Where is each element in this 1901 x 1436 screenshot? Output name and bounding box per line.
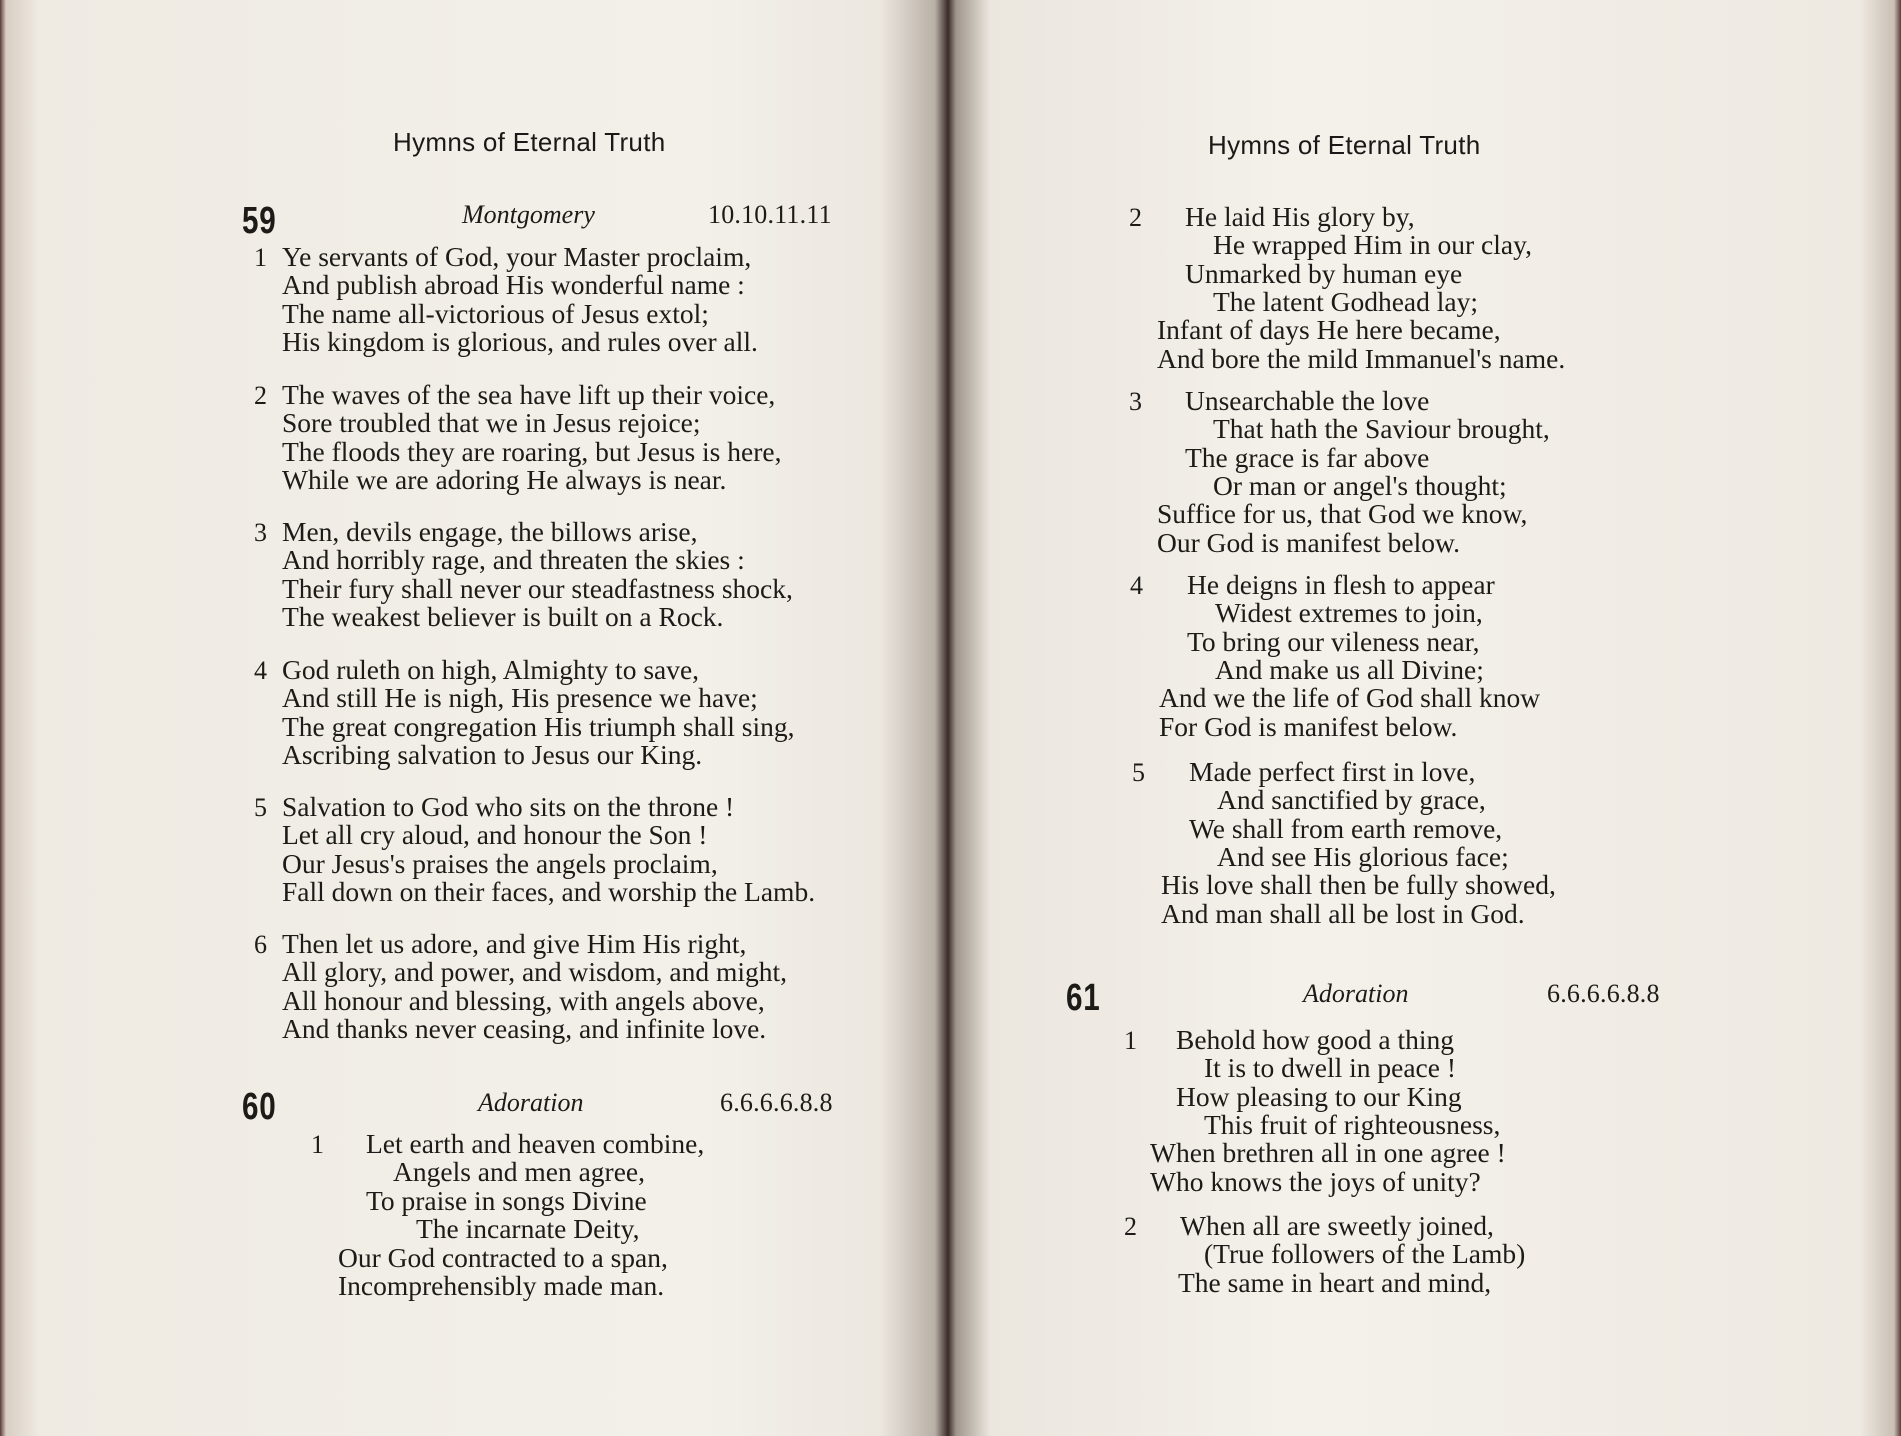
verse-number: 4 xyxy=(254,656,267,685)
verse-line: He laid His glory by, xyxy=(1185,201,1415,232)
verse-line: The name all-victorious of Jesus extol; xyxy=(282,297,709,329)
verse-line: It is to dwell in peace ! xyxy=(1204,1052,1456,1084)
verse-line: Fall down on their faces, and worship the Lamb. xyxy=(282,875,816,907)
verse-line: And still He is nigh, His presence we have; xyxy=(282,682,758,714)
hymn-number: 61 xyxy=(1066,977,1101,1019)
verse-number: 6 xyxy=(254,930,267,959)
verse-line: His love shall then be fully showed, xyxy=(1161,869,1556,901)
verse-line: Ascribing salvation to Jesus our King. xyxy=(282,738,703,770)
verse-line: Ye servants of God, your Master proclaim, xyxy=(282,241,752,272)
verse-line: Made perfect first in love, xyxy=(1189,756,1476,787)
verse-line: When all are sweetly joined, xyxy=(1180,1210,1494,1241)
verse-line: Or man or angel's thought; xyxy=(1213,469,1507,501)
verse-line: Salvation to God who sits on the throne ! xyxy=(282,791,735,822)
verse-line: The weakest believer is built on a Rock. xyxy=(282,600,724,632)
verse-line: To bring our vileness near, xyxy=(1187,625,1480,657)
verse-number: 1 xyxy=(254,243,267,272)
verse-line: Unsearchable the love xyxy=(1185,385,1430,416)
running-head: Hymns of Eternal Truth xyxy=(1208,130,1481,160)
verse-number: 4 xyxy=(1130,571,1143,600)
hymn-tune: Adoration xyxy=(1303,979,1409,1008)
verse-number: 3 xyxy=(1129,387,1142,416)
verse-line: To praise in songs Divine xyxy=(366,1184,647,1216)
verse-line: And make us all Divine; xyxy=(1215,653,1484,685)
verse-line: And thanks never ceasing, and infinite love. xyxy=(282,1012,767,1044)
verse-line: Our God is manifest below. xyxy=(1157,526,1460,558)
verse-line: For God is manifest below. xyxy=(1159,710,1458,742)
right-page xyxy=(956,0,1901,1436)
verse-line: Incomprehensibly made man. xyxy=(338,1270,665,1301)
verse-line: How pleasing to our King xyxy=(1176,1080,1462,1112)
verse-line: And we the life of God shall know xyxy=(1159,682,1541,714)
verse-line: While we are adoring He always is near. xyxy=(282,463,727,495)
verse-number: 3 xyxy=(254,518,267,547)
verse-line: He wrapped Him in our clay, xyxy=(1213,229,1532,261)
verse-line: The grace is far above xyxy=(1185,441,1430,473)
hymn-meter: 6.6.6.6.8.8 xyxy=(720,1088,833,1117)
verse-line: Who knows the joys of unity? xyxy=(1150,1165,1481,1197)
verse-number: 2 xyxy=(1124,1212,1137,1241)
hymn-number: 59 xyxy=(242,200,277,242)
verse-line: Sore troubled that we in Jesus rejoice; xyxy=(282,407,701,439)
hymn-number: 60 xyxy=(242,1086,277,1128)
verse-line: (True followers of the Lamb) xyxy=(1204,1238,1526,1270)
verse-line: That hath the Saviour brought, xyxy=(1213,413,1550,445)
verse-number: 1 xyxy=(1124,1026,1137,1055)
verse-line: When brethren all in one agree ! xyxy=(1150,1137,1506,1169)
verse-number: 1 xyxy=(311,1130,324,1159)
hymn-meter: 6.6.6.6.8.8 xyxy=(1547,979,1660,1008)
verse-line: And man shall all be lost in God. xyxy=(1161,897,1525,929)
verse-line: The waves of the sea have lift up their voice, xyxy=(282,379,776,410)
verse-line: And see His glorious face; xyxy=(1217,840,1509,872)
verse-line: Our God contracted to a span, xyxy=(338,1241,668,1273)
verse-line: And bore the mild Immanuel's name. xyxy=(1157,342,1566,374)
verse-line: Let all cry aloud, and honour the Son ! xyxy=(282,819,708,851)
verse-line: His kingdom is glorious, and rules over all. xyxy=(282,325,758,357)
verse-line: Let earth and heaven combine, xyxy=(366,1128,705,1159)
verse-line: He deigns in flesh to appear xyxy=(1187,569,1495,600)
verse-line: Unmarked by human eye xyxy=(1185,257,1463,289)
verse-line: God ruleth on high, Almighty to save, xyxy=(282,654,700,685)
verse-line: Angels and men agree, xyxy=(393,1156,645,1188)
verse-line: And horribly rage, and threaten the skies : xyxy=(282,544,745,576)
running-head: Hymns of Eternal Truth xyxy=(393,127,666,157)
verse-line: And sanctified by grace, xyxy=(1217,784,1486,816)
verse-line: Widest extremes to join, xyxy=(1215,597,1483,629)
verse-line: This fruit of righteousness, xyxy=(1204,1108,1501,1140)
verse-line: The floods they are roaring, but Jesus is here, xyxy=(282,435,782,467)
left-page xyxy=(0,0,945,1436)
verse-line: The incarnate Deity, xyxy=(416,1213,640,1245)
verse-line: The latent Godhead lay; xyxy=(1213,285,1478,317)
verse-number: 2 xyxy=(1129,203,1142,232)
verse-number: 5 xyxy=(254,793,267,822)
hymn-meter: 10.10.11.11 xyxy=(708,200,832,229)
verse-line: Men, devils engage, the billows arise, xyxy=(282,516,698,547)
verse-line: Our Jesus's praises the angels proclaim, xyxy=(282,847,718,879)
hymn-tune: Montgomery xyxy=(462,200,595,229)
verse-line: All honour and blessing, with angels above, xyxy=(282,984,765,1016)
verse-line: We shall from earth remove, xyxy=(1189,812,1503,844)
verse-line: And publish abroad His wonderful name : xyxy=(282,269,745,301)
verse-number: 2 xyxy=(254,381,267,410)
verse-number: 5 xyxy=(1132,758,1145,787)
verse-line: Then let us adore, and give Him His right, xyxy=(282,928,747,959)
verse-line: The same in heart and mind, xyxy=(1178,1266,1492,1298)
hymn-tune: Adoration xyxy=(478,1088,584,1117)
verse-line: Their fury shall never our steadfastness shock, xyxy=(282,572,793,604)
verse-line: Infant of days He here became, xyxy=(1157,314,1501,346)
verse-line: Behold how good a thing xyxy=(1176,1024,1455,1055)
verse-line: The great congregation His triumph shall sing, xyxy=(282,710,795,742)
verse-line: All glory, and power, and wisdom, and might, xyxy=(282,956,788,988)
verse-line: Suffice for us, that God we know, xyxy=(1157,498,1528,530)
